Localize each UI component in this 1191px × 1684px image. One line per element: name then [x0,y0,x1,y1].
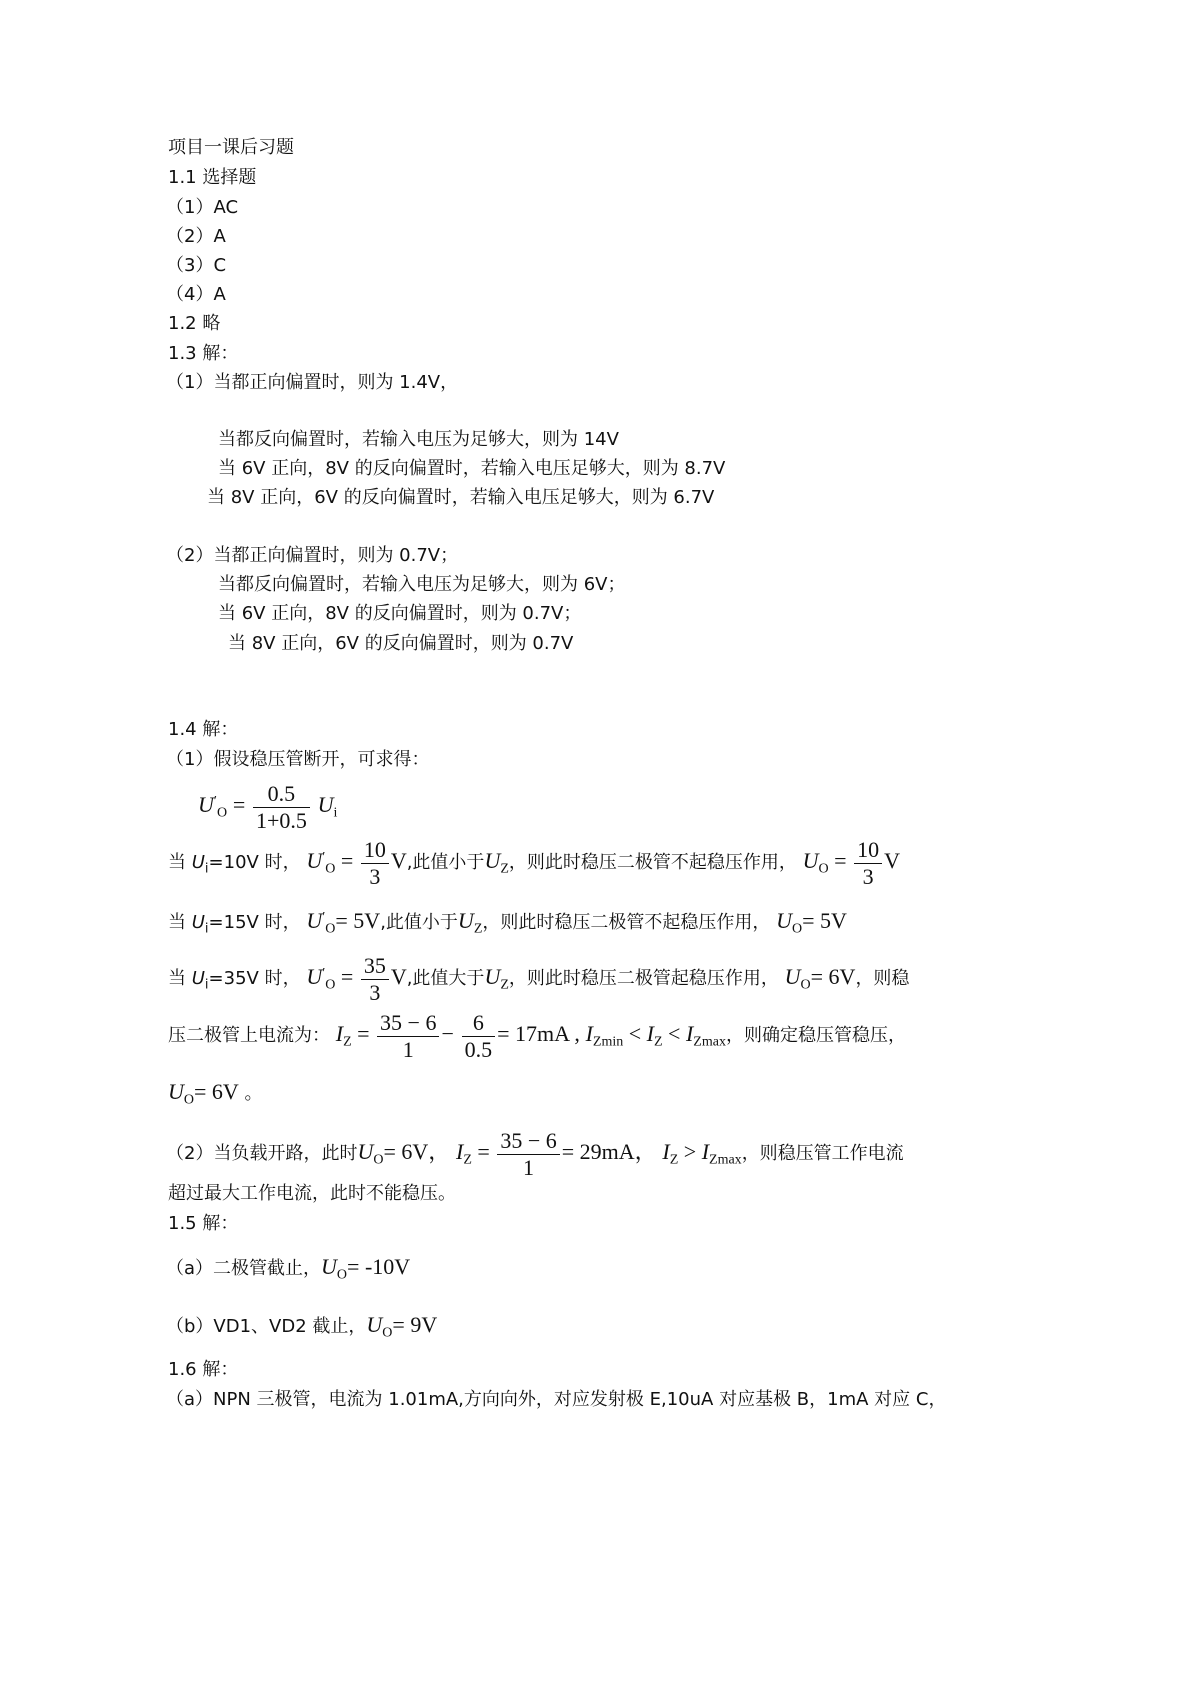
case-15v: 当 $U_i=15V$ 时， $U'_O= 5V$,此值小于$U_Z$，则此时稳压二极管不起稳压作用， $U_O= 5V$ [168,908,847,937]
s15-a: （a）二极管截止，$U_O= -10V$ [166,1254,411,1283]
s16-a: （a）NPN 三极管，电流为 1.01mA,方向向外，对应发射极 E,10uA 对应基极 B，1mA 对应 C， [166,1389,947,1410]
s13-p2-line2: 当都反向偏置时，若输入电压为足够大，则为 6V； [218,574,626,595]
s13-p2-line4: 当 8V 正向，6V 的反向偏置时，则为 0.7V [228,633,574,654]
s13-p1-line2: 当都反向偏置时，若输入电压为足够大，则为 14V [218,429,619,450]
s13-p2-line3: 当 6V 正向，8V 的反向偏置时，则为 0.7V； [218,603,582,624]
zener-current-line: 压二极管上电流为： $I_Z$ = $\frac{35 - 6}{1}$ − $\frac{6}{0.5}$ = 17mA , $I_{Zmin} < I_Z < I_{Zmax}$，则确定稳压管稳压， [168,1009,906,1062]
section-1-4-heading: 1.4 解： [168,719,239,740]
s14-p2-line2: 超过最大工作电流，此时不能稳压。 [168,1183,456,1204]
uo-6v-line: $U_O= 6V$ 。 [168,1079,263,1108]
fraction-denominator: 1+0.5 [255,807,307,833]
s14-p1-intro: （1）假设稳压管断开，可求得： [166,749,430,770]
section-1-2-heading: 1.2 略 [168,313,221,334]
case-10v: 当 $U_i=10V$ 时， $U'_O$ = $\frac{10}{3}$ V,此值小于$U_Z$，则此时稳压二极管不起稳压作用， $U_O$ = $\frac{10}{3}$ V [168,836,900,889]
s13-p1-line1: （1）当都正向偏置时，则为 1.4V， [166,372,459,393]
case-35v: 当 $U_i=35V$ 时， $U'_O$ = $\frac{35}{3}$ V,此值大于$U_Z$，则此时稳压二极管起稳压作用， $U_O= 6V$，则稳 [168,952,910,1005]
answer-1: （1）AC [166,197,239,218]
s13-p1-line4: 当 8V 正向，6V 的反向偏置时，若输入电压足够大，则为 6.7V [207,487,715,508]
fraction-numerator: 0.5 [253,781,310,808]
s15-b: （b）VD1、VD2 截止，$U_O= 9V$ [166,1312,438,1341]
s13-p2-line1: （2）当都正向偏置时，则为 0.7V； [166,545,459,566]
answer-4: （4）A [166,284,226,305]
section-1-1-heading: 1.1 选择题 [168,167,257,188]
s13-p1-line3: 当 6V 正向，8V 的反向偏置时，若输入电压足够大，则为 8.7V [218,458,726,479]
page-title: 项目一课后习题 [168,137,294,158]
section-1-5-heading: 1.5 解： [168,1213,239,1234]
section-1-3-heading: 1.3 解： [168,343,239,364]
s14-p2: （2）当负载开路，此时$U_O= 6V$， $I_Z$ = $\frac{35 - 6}{1}$ = 29mA， $I_Z > I_{Zmax}$，则稳压管工作电流 [166,1127,904,1180]
formula-uo-prime: $U'_O$ = $\frac{0.5}{1+0.5}$ $U_i$ [198,780,338,833]
section-1-6-heading: 1.6 解： [168,1359,239,1380]
answer-2: （2）A [166,226,226,247]
answer-3: （3）C [166,255,227,276]
